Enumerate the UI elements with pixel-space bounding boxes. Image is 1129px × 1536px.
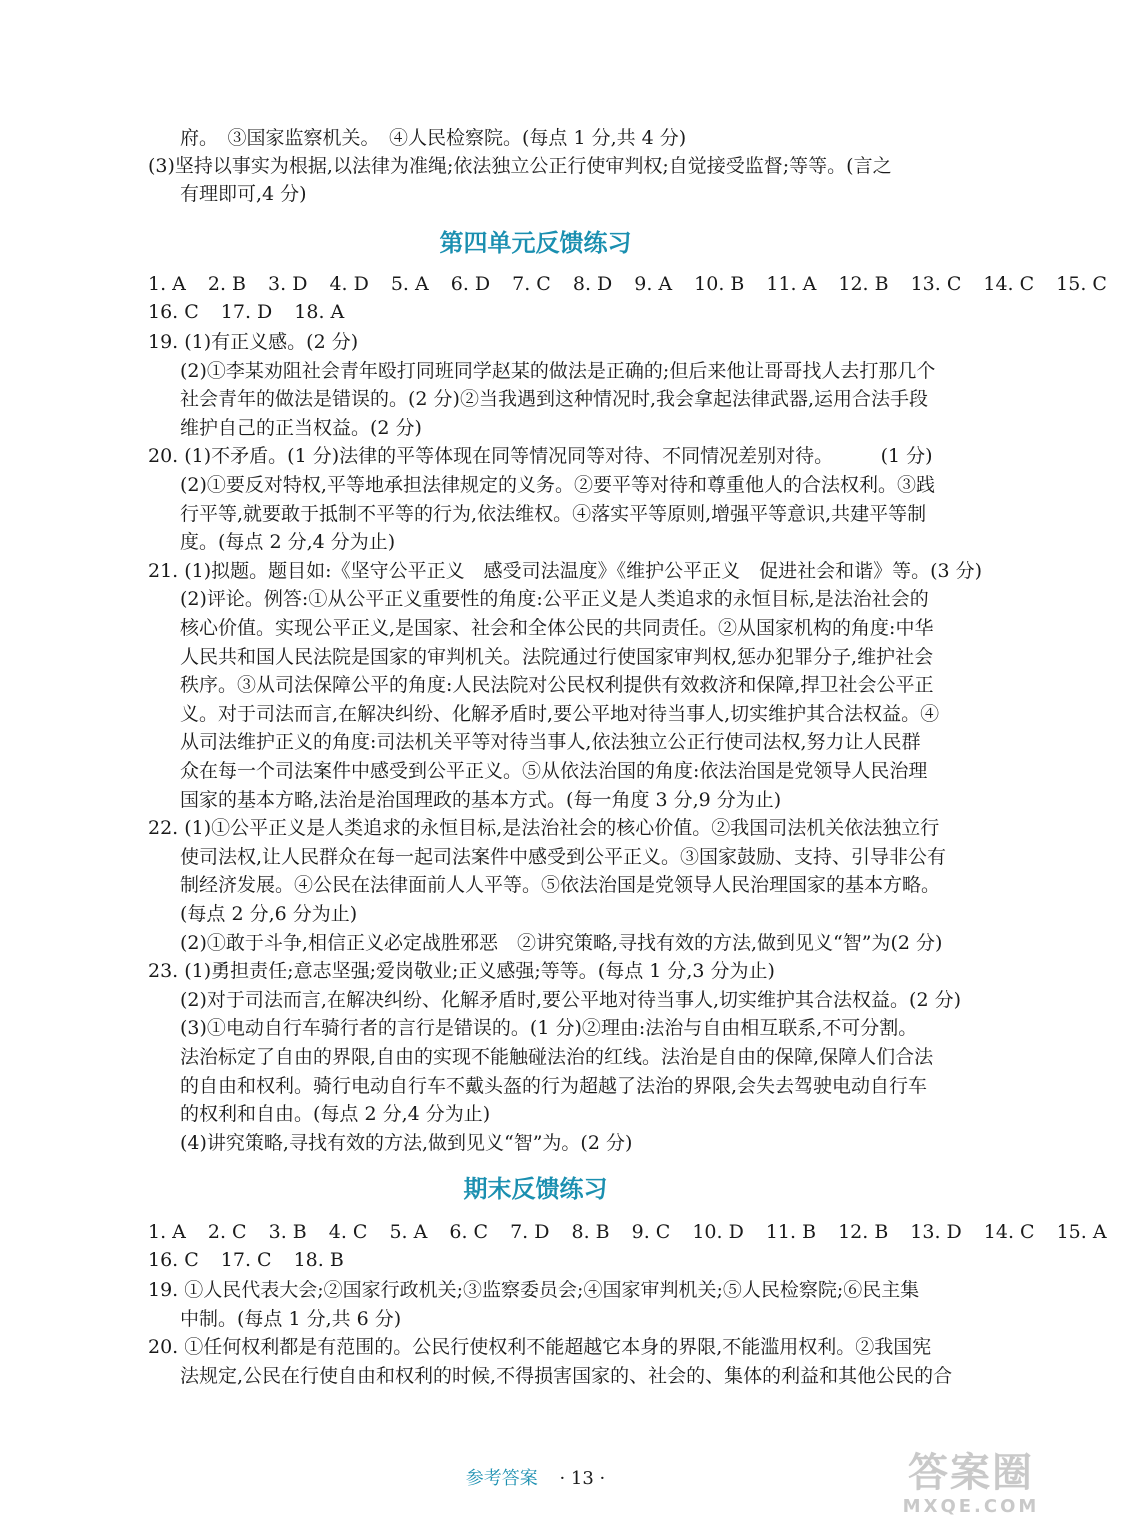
choice-answer: 6. D [450,273,491,295]
text-line: 度。(每点 2 分,4 分为止) [180,531,396,554]
choice-answer: 8. B [571,1221,610,1243]
text-line: 秩序。③从司法保障公平的角度:人民法院对公民权利提供有效救济和保障,捍卫社会公平正 [180,674,934,697]
choice-answer: 14. C [983,1221,1035,1243]
choice-answer: 3. D [268,273,308,295]
choice-answer: 18. B [293,1249,344,1271]
choice-answer: 1. A [148,1221,186,1243]
section-title-final: 期末反馈练习 [463,1175,608,1203]
text-line: (2)①敢于斗争,相信正义必定战胜邪恶 ②讲究策略,寻找有效的方法,做到见义“智”为(2 分) [180,931,943,954]
choice-answer: 14. C [983,273,1035,295]
choice-answer: 18. A [294,301,345,323]
choice-answers-row [148,1218,1129,1246]
text-line: 21. (1)拟题。题目如:《坚守公平正义 感受司法温度》《维护公平正义 促进社会和谐》等。(3 分) [148,559,983,582]
choice-answer: 15. A [1056,1221,1107,1243]
text-line: 众在每一个司法案件中感受到公平正义。⑤从依法治国的角度:依法治国是党领导人民治理 [180,760,928,782]
text-line: 行平等,就要敢于抵制不平等的行为,依法维权。④落实平等原则,增强平等意识,共建平等制 [180,502,927,525]
choice-answer: 3. B [268,1221,307,1243]
text-line: 府。 ③国家监察机关。 ④人民检察院。(每点 1 分,共 4 分) [180,127,687,149]
choice-answers-row [148,298,366,326]
text-line: 法规定,公民在行使自由和权利的时候,不得损害国家的、社会的、集体的利益和其他公民的合 [180,1364,953,1387]
text-line: (2)对于司法而言,在解决纠纷、化解矛盾时,要公平地对待当事人,切实维护其合法权益。(2 分) [180,988,961,1011]
choice-answer: 2. C [207,1221,247,1243]
choice-answer: 2. B [207,273,247,295]
choice-answer: 6. C [449,1221,489,1243]
text-line: (3)坚持以事实为根据,以法律为准绳;依法独立公正行使审判权;自觉接受监督;等等。(言之 [148,155,892,177]
text-line: 有理即可,4 分) [180,183,307,205]
text-line: 的权利和自由。(每点 2 分,4 分为止) [180,1103,491,1126]
text-line: (每点 2 分,6 分为止) [180,903,358,925]
text-line: 法治标定了自由的界限,自由的实现不能触碰法治的红线。法治是自由的保障,保障人们合法 [180,1046,934,1068]
choice-answer: 5. A [389,1221,428,1243]
text-line: 23. (1)勇担责任;意志坚强;爱岗敬业;正义感强;等等。(每点 1 分,3 分为止) [148,960,775,983]
text-line: (2)①李某劝阻社会青年殴打同班同学赵某的做法是正确的;但后来他让哥哥找人去打那几个 [180,359,936,382]
text-line: 国家的基本方略,法治是治国理政的基本方式。(每一角度 3 分,9 分为止) [180,788,782,811]
text-line: 19. (1)有正义感。(2 分) [148,331,359,353]
text-line: 22. (1)①公平正义是人类追求的永恒目标,是法治社会的核心价值。②我国司法机关依法独立行 [148,817,940,840]
choice-answer: 8. D [572,273,613,295]
page-number: · 13 · [559,1468,606,1489]
choice-answer: 12. B [838,273,889,295]
text-line: (4)讲究策略,寻找有效的方法,做到见义“智”为。(2 分) [180,1131,633,1154]
watermark-logo [881,1450,1061,1530]
text-line: 人民共和国人民法院是国家的审判机关。法院通过行使国家审判权,惩办犯罪分子,维护社会 [180,645,934,668]
text-line: 制经济发展。④公民在法律面前人人平等。⑤依法治国是党领导人民治理国家的基本方略。 [180,874,941,897]
choice-answer: 15. C [1056,273,1107,295]
choice-answer: 9. A [634,273,673,295]
choice-answer: 7. D [510,1221,550,1243]
text-line: 使司法权,让人民群众在每一起司法案件中感受到公平正义。③国家鼓励、支持、引导非公有 [180,845,947,868]
text-line: 19. ①人民代表大会;②国家行政机关;③监察委员会;④国家审判机关;⑤人民检察院;⑥民主集 [148,1279,920,1301]
text-line: 社会青年的做法是错误的。(2 分)②当我遇到这种情况时,我会拿起法律武器,运用合法手段 [180,388,929,411]
section-title-unit4: 第四单元反馈练习 [439,229,632,257]
choice-answer: 13. D [910,1221,962,1243]
choice-answer: 4. D [329,273,369,295]
watermark-url: MXQE.COM [902,1496,1040,1517]
text-line: 维护自己的正当权益。(2 分) [180,416,422,439]
choice-answer: 11. A [766,273,817,295]
choice-answer: 10. B [694,273,745,295]
text-line: 核心价值。实现公平正义,是国家、社会和全体公民的共同责任。②从国家机构的角度:中华 [180,617,934,639]
text-line: 中制。(每点 1 分,共 6 分) [180,1307,402,1330]
choice-answer: 5. A [390,273,429,295]
choice-answer: 16. C [148,1249,199,1271]
choice-answer: 1. A [148,273,186,295]
choice-answer: 17. D [220,301,273,323]
text-line: (2)①要反对特权,平等地承担法律规定的义务。②要平等对待和尊重他人的合法权利。③践 [180,474,935,496]
choice-answer: 10. D [692,1221,744,1243]
choice-answer: 11. B [765,1221,817,1243]
watermark-text: 答案圈 [908,1450,1034,1496]
text-line: 义。对于司法而言,在解决纠纷、化解矛盾时,要公平地对待当事人,切实维护其合法权益。④ [180,702,940,725]
choice-answer: 16. C [148,301,199,323]
text-line: 的自由和权利。骑行电动自行车不戴头盔的行为超越了法治的界限,会失去驾驶电动自行车 [180,1074,928,1097]
text-line: (3)①电动自行车骑行者的言行是错误的。(1 分)②理由:法治与自由相互联系,不可分割。 [180,1017,918,1040]
footer-label: 参考答案 [465,1468,538,1489]
choice-answer: 9. C [631,1221,671,1243]
choice-answer: 7. C [512,273,551,295]
choice-answer: 13. C [910,273,962,295]
choice-answers-row [148,1246,366,1274]
choice-answer: 17. C [220,1249,272,1271]
text-line: 20. (1)不矛盾。(1 分)法律的平等体现在同等情况同等对待、不同情况差别对待。 (1 分) [148,445,933,468]
choice-answer: 12. B [838,1221,889,1243]
text-line: (2)评论。例答:①从公平正义重要性的角度:公平正义是人类追求的永恒目标,是法治社会的 [180,588,929,611]
choice-answers-row [148,270,1129,298]
choice-answer: 4. C [328,1221,368,1243]
text-line: 20. ①任何权利都是有范围的。公民行使权利不能超越它本身的界限,不能滥用权利。②我国宪 [148,1336,932,1359]
text-line: 从司法维护正义的角度:司法机关平等对待当事人,依法独立公正行使司法权,努力让人民群 [180,731,921,754]
